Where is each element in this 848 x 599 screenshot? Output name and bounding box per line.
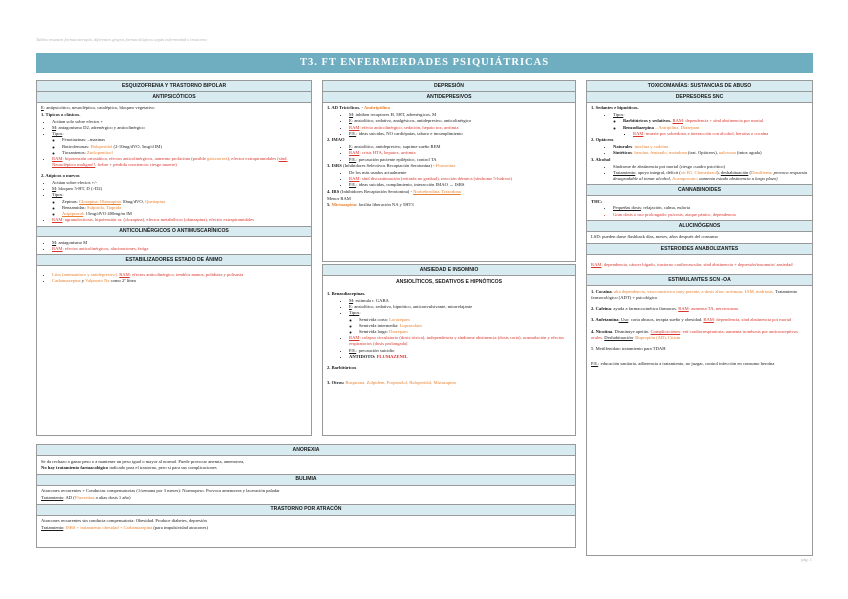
mood-stabilizers-section: • Litio (antimaníaco y antidepresivo). RAM: efectos anticolinérgico, temblor manos, poliduria y polisusia • Carbamazepina y Valproato Na como 2º línea [37,266,311,287]
antipsychotics-section: E: antipsicótico, neuroléptico, cataléptico, bloqueo vegetativo 1. Típicos o clásicos. • Actúan solo sobre efectos + • M: antagonismo D2, adrenérgico y anticolinérgico • Tipos: ◦ Fenotiazinas: –mazinas ◦ Butirofenonas: Haloperidol (2-10mg/dVO, 5mg/d IM) ◦ Tioxantenos: Zuclopentixol • RAM: hipotensión ortostática, efectos anticolinérgicos, aumento prolactina (posible galactorrea), efectos extrapiramidales (sínd. Neuroléptico maligno!!, fiebre + pérdida conciencia: riesgo muerte) 2. Atípicos o nuevos • Actúan sobre efectos +/- • M: bloqueo 5-HT, D (>D2) • Tipos: ◦ Zepinas: Clozapina, Olanzapina 10mg/dVO, Quetiapina ◦ Benzamidas: Sulpirida, Tiaprida ◦ Aripiprazol: 15mg/dVO 400mg/m IM • RAM: agranulocitosis, hipotensión or. (clozapina), efectos metabólicos (olanzapina), efectos extrapiramidales [37,103,311,226]
cns-depressants-header: DEPRESORES SNC [587,92,812,103]
anabolic-steroids-header: ESTEROIDES ANABOLIZANTES [587,243,812,255]
stimulants-header: ESTIMULANTES SCN -OA [587,274,812,286]
binge-disorder-header: TRASTORNO POR ATRACÓN [37,504,575,516]
page-number: pág. 1 [801,557,812,563]
anorexia-header: ANOREXIA [37,445,575,456]
anxiety-title: ANSIEDAD E INSOMNIO [323,265,575,276]
hallucinogens-header: ALUCINÓGENOS [587,220,812,232]
schizophrenia-title: ESQUIZOFRENIA Y TRASTORNO BIPOLAR [37,81,311,92]
anticholinergics-section: • M: antagonismo M • RAM: efectos anticolinérgicos, alucinaciones, fatiga [37,237,311,254]
eating-disorders-box: ANOREXIA Se da rechazo a ganar peso o a mantener un peso igual o mayor al normal. Puede provocar anemia, amenorrea, No hay tratamiento farmacológico indicado para el trastorno, pero si para sus complicaciones BULIMIA Atracones recurrentes + Conductas compensatorias (1/semana por 3 meses): Normopeso. Provoca amenorrea y laceración paladar Tratamiento: AD (Fluoxetina a altas dosis 1 año) TRASTORNO POR ATRACÓN Atracones recurrentes sin conducta compensatoria: Obesidad. Produce diabetes, depresión Tratamiento: ISRS + tratamiento obesidad + Carbamazepina (para impulsividad atracones) [36,444,576,548]
schizophrenia-column [36,80,312,436]
anxiolytics-section: 1. Benzodiacepinas. • M: estimula r. GABA • E: ansiolítico, sedativo, hipnótico, anticonvulsivante, miorrelajante • Tipos: ◦ Semivida corta: Lorazepam ◦ Semivida intermedia: Loprazolam ◦ Semivida larga: Diazepam • RAM: colapso circulatorio (dosis tóxica), independencia y síndrome abstinencia (dosis corta), acumulación y efectos respiratorios (dosis prolongada) • P.E.: precaución suicidio • ANTIDOTO: FLUMAZENIL 2. Barbitúricos 3. Otros: Buspirona, Zolpidem, Propanolol, Haloperidol, Mirtazapina [323,289,575,389]
antipsychotics-header: ANTIPSICÓTICOS [37,92,311,103]
anxiety-column [322,264,576,436]
depression-column [322,80,576,262]
antidepressants-header: ANTIDEPRESIVOS [323,92,575,103]
anticholinergics-header: ANTICOLINÉRGICOS O ANTIMUSCARÍNICOS [37,226,311,238]
page-header-line: Tablas resumen farmacoterapia, diferentes grupos farmacológicos según enfermedad o trastorno [36,37,207,42]
antidepressants-section: 1. AD Tricíclicos. - Amitriptilina • M: inhiben recaptores H, 5HT, adrenérgicos, M • E: ansiolítico, sedativo, analgésicos, antidepresivo, anticolinérgico • RAM: efecto anticolinérgico, sedación, hepato tox, arritmia • P.E.: ideas suicidas, NO cardiópatas, tabaco e incumplimiento 2. IMAO • E: ansiolítico, antidepresivo, suprime sueño REM • RAM: crisis HTA, hepatox, arritmia • P.E.: precaución paciente epiléptico, control TA 3. ISRS (Inhibidores Selectivos Recaptación Serotonina) - Fluoxetina • De los más usados actualmente • RAM: sínd discontinuación (retirada no gradual), reacción dérmica (síndrome 5-hidroxi) • P.E.: ideas suicidas, cumplimiento, interacción IMAO → ISRS 4. IRS (Inhibidores Recaptación Serotonina) - Nortrebrodina, Trazodona Menor RAM 5. Mirtazapina: facilita liberación NA y 5HT3 [323,103,575,211]
depression-title: DEPRESIÓN [323,81,575,92]
cannabinoids-header: CANNABINOIDES [587,184,812,196]
bulimia-header: BULIMIA [37,474,575,486]
mood-stabilizers-header: ESTABILIZADORES ESTADO DE ÁNIMO [37,254,311,266]
toxicomania-column: TOXICOMANÍAS: SUSTANCIAS DE ABUSO DEPRESORES SNC 1. Sedantes e hipnóticos. • Tipos: ◦ Barbitúricos y sedativos. RAM: dependencia + sínd abstinencia por mortal ◦ Benzodiazepina – Antripilina, Diazepam ▪ RAM: muerte por sobredosis e interacción con alcohol, heroína o cocaína 2. Opiáceos • Naturales: morfina y codeína • Sintéticos: heroína, fentanilo, metadona (trat. Opiáceos), naloxona (intox aguda) 3. Alcohol • Síndrome de abstinencia pot mortal (riesgo cuadro psicótico) • Tratamiento: apoyo integral, déficit (vit B1, Clometiazol), deshabituación (Disulfiram: provoca respuesta desagradable al tomar alcohol, Acamprosato: aumenta estado abstinencia a largo plazo) CANNABINOIDES THC: • Pequeñas dosis: relajación, calma, euforia • Gran dosis o uso prolongado: psicosis, ataque pánico, dependencia ALUCINÓGENOS LSD: pueden darse flashback días, meses, años después del consumo ESTEROIDES ANABOLIZANTES RAM: dependencia, cáncer hígado, trastorno cardiovascular, sínd abstinencia + depresión/insomnio/ ansiedad ESTIMULANTES SCN -OA 1. Cocaína: alta dependencia, vasoconstrictor muy potente, a dosis altas: arritmias, IAM, midriasis. Tratamiento farmacológico (ADT) + psicológico 2. Cafeína: ayuda a farmacocinética fármacos. RAM: aumenta TA, nerviosismo 3. Anfetamina. Uso: corta abusos, terapia sueño y obesidad. RAM: dependencia, sínd abstinencia pot mortal 4. Nicotina. Disminuye apetito. Complicaciones: enf cardiorrespiratoria, aumenta trombosis por anticonceptivos orales. Deshabituación: Bupropión (AD), Citisin 5. Metilfenidato tratamiento para TDAH P.E.: educación sanitaria, adherencia a tratamiento, no juzgar, control infección en consumo heroína [586,80,813,556]
atypical-heading: 2. Atípicos o nuevos [41,173,80,179]
page-title-banner: T3. FT ENFERMERDADES PSIQUIÁTRICAS [36,53,813,73]
anxiolytics-header: ANSIOLÍTICOS, SEDATIVOS E HIPNÓTICOS [323,276,575,289]
toxicomania-title: TOXICOMANÍAS: SUSTANCIAS DE ABUSO [587,81,812,92]
typical-heading: 1. Típicos o clásicos. [41,112,81,118]
